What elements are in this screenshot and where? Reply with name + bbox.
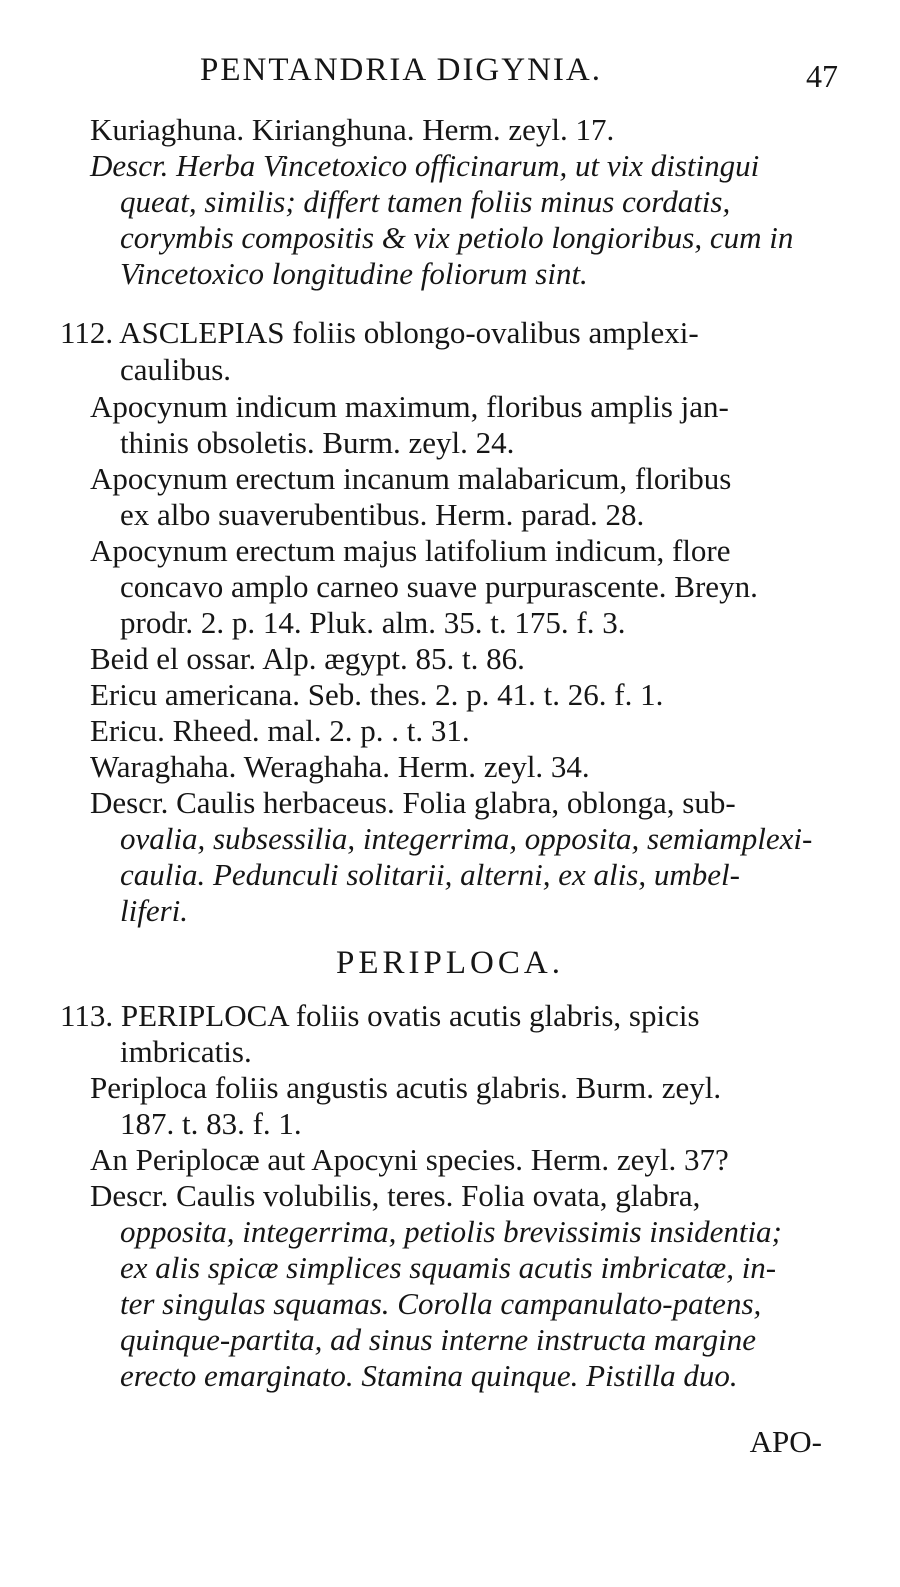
catchword: APO-: [749, 1424, 822, 1459]
text-line: thinis obsoletis. Burm. zeyl. 24.: [120, 425, 515, 460]
running-head-title: PENTANDRIA DIGYNIA.: [200, 52, 602, 88]
species-entry-113: 113. PERIPLOCA foliis ovatis acutis glabris, spicis: [60, 998, 700, 1033]
synonym-line: Apocynum erectum majus latifolium indicum, flore: [90, 533, 731, 568]
text-line: Vincetoxico longitudine foliorum sint.: [120, 256, 588, 291]
synonym-line: Periploca foliis angustis acutis glabris. Burm. zeyl.: [90, 1070, 722, 1105]
text-line: caulia. Pedunculi solitarii, alterni, ex alis, umbel-: [120, 857, 740, 892]
text-line: Kuriaghuna. Kirianghuna. Herm. zeyl. 17.: [90, 112, 615, 147]
text-line: queat, similis; differt tamen foliis minus cordatis,: [120, 184, 731, 219]
synonym-line: Ericu americana. Seb. thes. 2. p. 41. t. 26. f. 1.: [90, 677, 664, 712]
page-number: 47: [806, 58, 838, 94]
text-line: erecto emarginato. Stamina quinque. Pistilla duo.: [120, 1358, 738, 1393]
text-line: corymbis compositis & vix petiolo longioribus, cum in: [120, 220, 794, 255]
text-line: caulibus.: [120, 352, 232, 387]
text-line: ex alis spicæ simplices squamis acutis imbricatæ, in-: [120, 1250, 777, 1285]
section-heading: PERIPLOCA.: [336, 945, 564, 981]
text-line: opposita, integerrima, petiolis brevissimis insidentia;: [120, 1214, 782, 1249]
text-line: ovalia, subsessilia, integerrima, opposita, semiamplexi-: [120, 821, 813, 856]
description-line: Descr. Caulis volubilis, teres. Folia ovata, glabra,: [90, 1178, 701, 1213]
text-line: concavo amplo carneo suave purpurascente. Breyn.: [120, 569, 758, 604]
running-head: [0, 52, 900, 96]
synonym-line: Ericu. Rheed. mal. 2. p. . t. 31.: [90, 713, 470, 748]
text-line: prodr. 2. p. 14. Pluk. alm. 35. t. 175. f. 3.: [120, 605, 626, 640]
text-line: ex albo suaverubentibus. Herm. parad. 28.: [120, 497, 645, 532]
description-line: Descr. Caulis herbaceus. Folia glabra, oblonga, sub-: [90, 785, 736, 820]
text-line: 187. t. 83. f. 1.: [120, 1106, 302, 1141]
text-line: liferi.: [120, 893, 189, 928]
synonym-line: An Periplocæ aut Apocyni species. Herm. zeyl. 37?: [90, 1142, 729, 1177]
text-line: Descr. Herba Vincetoxico officinarum, ut vix distingui: [90, 148, 760, 183]
text-line: quinque-partita, ad sinus interne instructa margine: [120, 1322, 757, 1357]
text-line: imbricatis.: [120, 1034, 252, 1069]
synonym-line: Beid el ossar. Alp. ægypt. 85. t. 86.: [90, 641, 525, 676]
text-line: ter singulas squamas. Corolla campanulato-patens,: [120, 1286, 762, 1321]
synonym-line: Apocynum indicum maximum, floribus amplis jan-: [90, 389, 729, 424]
synonym-line: Apocynum erectum incanum malabaricum, floribus: [90, 461, 732, 496]
synonym-line: Waraghaha. Weraghaha. Herm. zeyl. 34.: [90, 749, 590, 784]
species-entry-112: 112. ASCLEPIAS foliis oblongo-ovalibus amplexi-: [60, 315, 699, 350]
